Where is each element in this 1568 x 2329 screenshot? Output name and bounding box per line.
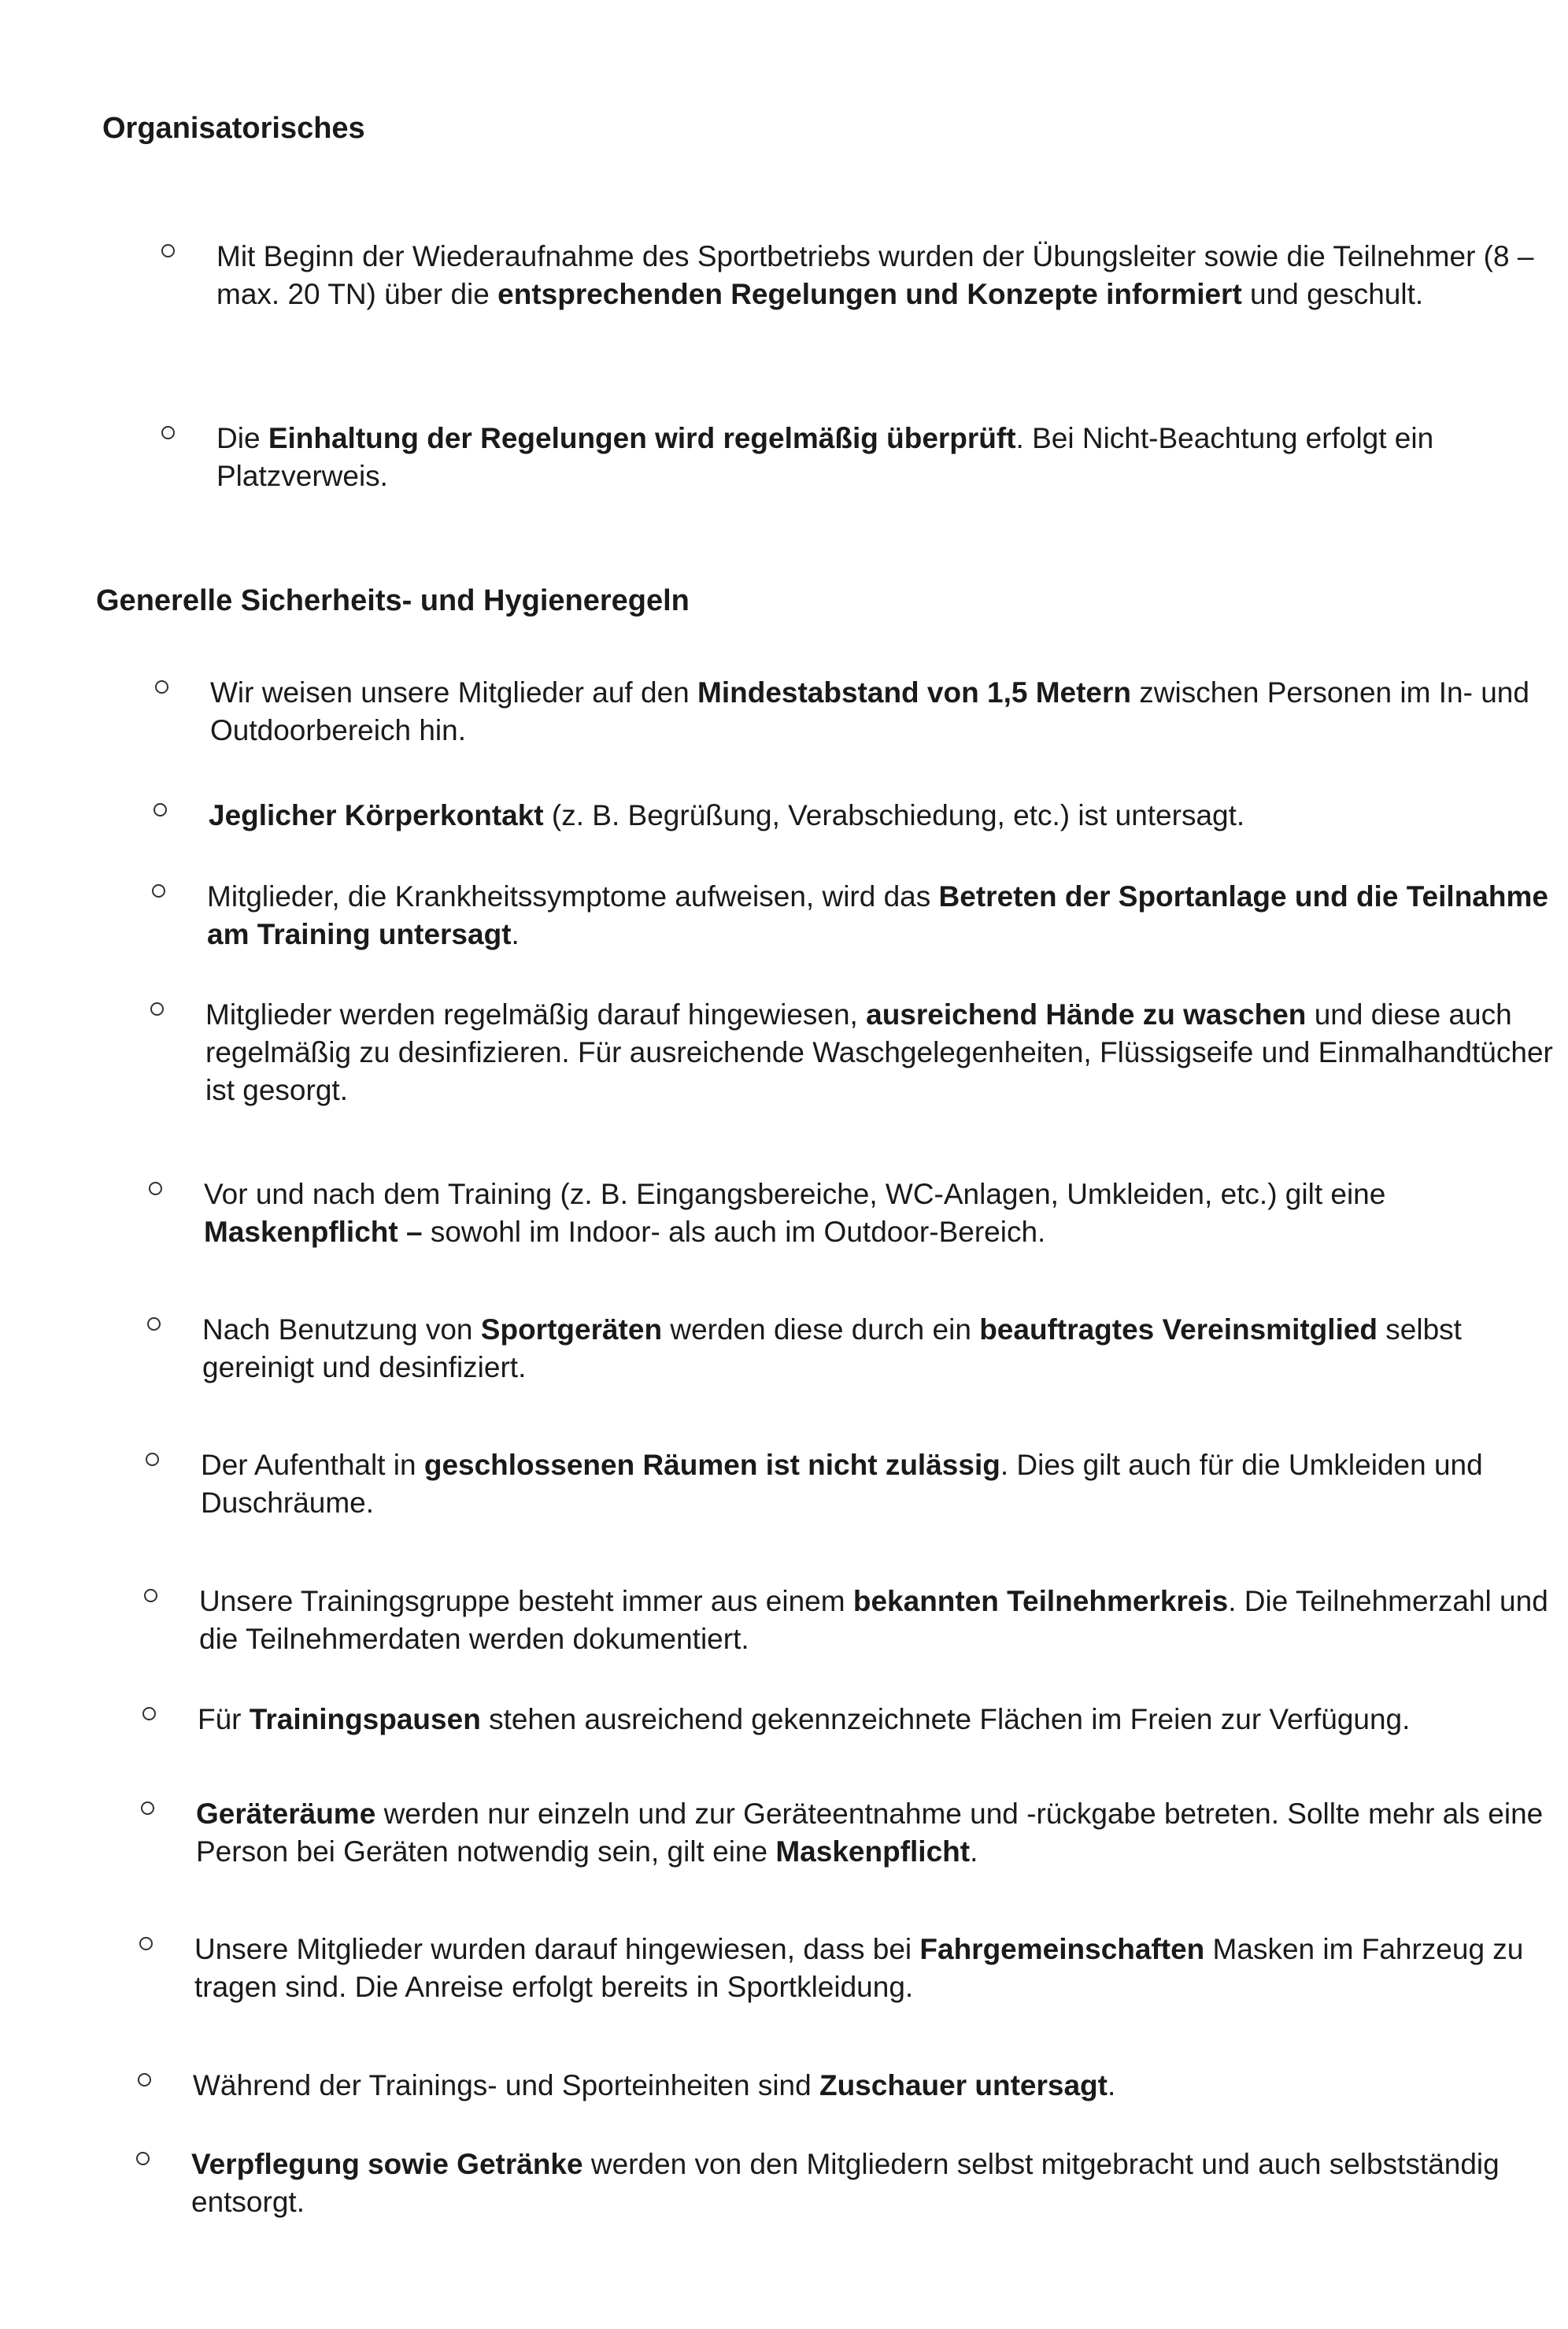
item-text	[196, 1795, 1550, 1871]
body-text: werden nur einzeln und zur Geräteentnahme und -rückgabe betreten. Sollte mehr als eine Person bei Geräten notwendig sein, gilt eine	[196, 1798, 1544, 1868]
body-text: Unsere Mitglieder wurden darauf hingewiesen, dass bei	[194, 1933, 920, 1965]
emphasis-text: Mindestabstand von 1,5 Metern	[697, 676, 1132, 709]
body-text: . Dies gilt auch für die Umkleiden und Duschräume.	[201, 1449, 1483, 1519]
item-text	[207, 878, 1561, 953]
emphasis-text: Einhaltung der Regelungen wird regelmäßig überprüft	[268, 422, 1016, 454]
bullet-icon	[161, 244, 175, 257]
body-text: Die	[216, 422, 268, 454]
item-text	[193, 2067, 1547, 2105]
emphasis-text: Verpflegung sowie Getränke	[191, 2148, 583, 2180]
body-text: Für	[198, 1703, 250, 1735]
body-text: Während der Trainings- und Sporteinheiten sind	[193, 2069, 819, 2101]
body-text: Mitglieder, die Krankheitssymptome aufweisen, wird das	[207, 880, 939, 913]
bullet-icon	[146, 1453, 159, 1466]
item-text	[210, 674, 1564, 750]
bullet-icon	[153, 803, 167, 816]
bullet-icon	[155, 680, 168, 694]
body-text: Unsere Trainingsgruppe besteht immer aus einem	[199, 1585, 853, 1617]
body-text: zwischen Personen im In- und Outdoorbereich hin.	[210, 676, 1529, 746]
emphasis-text: Jeglicher Körperkontakt	[209, 799, 544, 831]
body-text: und geschult.	[1241, 278, 1424, 310]
body-text: .	[511, 918, 520, 950]
body-text: Der Aufenthalt in	[201, 1449, 424, 1481]
item-text	[199, 1583, 1553, 1658]
bullet-icon	[149, 1182, 162, 1195]
item-text	[194, 1931, 1548, 2006]
body-text: .	[1107, 2069, 1116, 2101]
bullet-icon	[139, 1937, 153, 1950]
bullet-icon	[150, 1002, 164, 1016]
body-text: Nach Benutzung von	[202, 1313, 481, 1346]
item-text	[198, 1701, 1551, 1738]
bullet-icon	[161, 426, 175, 439]
section-title-hygieneregeln: Generelle Sicherheits- und Hygieneregeln	[96, 584, 690, 617]
emphasis-text: ausreichend Hände zu waschen	[866, 998, 1307, 1031]
emphasis-text: Betreten der Sportanlage und die Teilnahme am Training untersagt	[207, 880, 1548, 950]
emphasis-text: bekannten Teilnehmerkreis	[852, 1585, 1229, 1617]
item-text	[209, 797, 1562, 835]
body-text: stehen ausreichend gekennzeichnete Flächen im Freien zur Verfügung.	[480, 1703, 1411, 1735]
item-text	[191, 2146, 1545, 2221]
item-text	[202, 1311, 1556, 1387]
emphasis-text: beauftragtes Vereinsmitglied	[979, 1313, 1378, 1346]
bullet-icon	[144, 1589, 157, 1602]
emphasis-text: Geräteräume	[196, 1798, 376, 1830]
body-text: . Bei Nicht-Beachtung erfolgt ein Platzverweis.	[216, 422, 1434, 492]
body-text: . Die Teilnehmerzahl und die Teilnehmerdaten werden dokumentiert.	[199, 1585, 1548, 1655]
body-text: und diese auch regelmäßig zu desinfizieren. Für ausreichende Waschgelegenheiten, Flüssigseife und Einmalhandtücher ist gesorgt.	[205, 998, 1553, 1106]
emphasis-text: Sportgeräten	[480, 1313, 663, 1346]
bullet-icon	[152, 884, 165, 898]
item-text	[201, 1446, 1555, 1522]
body-text: selbst gereinigt und desinfiziert.	[202, 1313, 1462, 1383]
body-text: .	[970, 1835, 978, 1868]
emphasis-text: geschlossenen Räumen ist nicht zulässig	[423, 1449, 1000, 1481]
body-text: werden von den Mitgliedern selbst mitgebracht und auch selbstständig entsorgt.	[191, 2148, 1500, 2218]
bullet-icon	[141, 1801, 154, 1815]
body-text: (z. B. Begrüßung, Verabschiedung, etc.) ist untersagt.	[543, 799, 1245, 831]
bullet-icon	[142, 1707, 156, 1720]
item-text	[216, 420, 1568, 495]
emphasis-text: Zuschauer untersagt	[819, 2069, 1108, 2101]
item-text	[205, 996, 1559, 1109]
body-text: Mitglieder werden regelmäßig darauf hingewiesen,	[205, 998, 867, 1031]
body-text: sowohl im Indoor- als auch im Outdoor-Bereich.	[422, 1216, 1046, 1248]
body-text: werden diese durch ein	[662, 1313, 980, 1346]
emphasis-text: Maskenpflicht –	[204, 1216, 423, 1248]
emphasis-text: Trainingspausen	[249, 1703, 481, 1735]
bullet-icon	[136, 2152, 150, 2165]
bullet-icon	[147, 1317, 161, 1331]
emphasis-text: Maskenpflicht	[775, 1835, 971, 1868]
section-title-organisatorisches: Organisatorisches	[102, 112, 365, 145]
emphasis-text: entsprechenden Regelungen und Konzepte informiert	[497, 278, 1242, 310]
body-text: Masken im Fahrzeug zu tragen sind. Die Anreise erfolgt bereits in Sportkleidung.	[194, 1933, 1524, 2003]
emphasis-text: Fahrgemeinschaften	[919, 1933, 1205, 1965]
item-text	[204, 1176, 1558, 1251]
body-text: Mit Beginn der Wiederaufnahme des Sportbetriebs wurden der Übungsleiter sowie die Teilnehmer (8 – max. 20 TN) über die	[216, 240, 1534, 310]
item-text	[216, 238, 1568, 313]
bullet-icon	[138, 2073, 151, 2086]
body-text: Vor und nach dem Training (z. B. Eingangsbereiche, WC-Anlagen, Umkleiden, etc.) gilt eine	[204, 1178, 1386, 1210]
body-text: Wir weisen unsere Mitglieder auf den	[210, 676, 698, 709]
